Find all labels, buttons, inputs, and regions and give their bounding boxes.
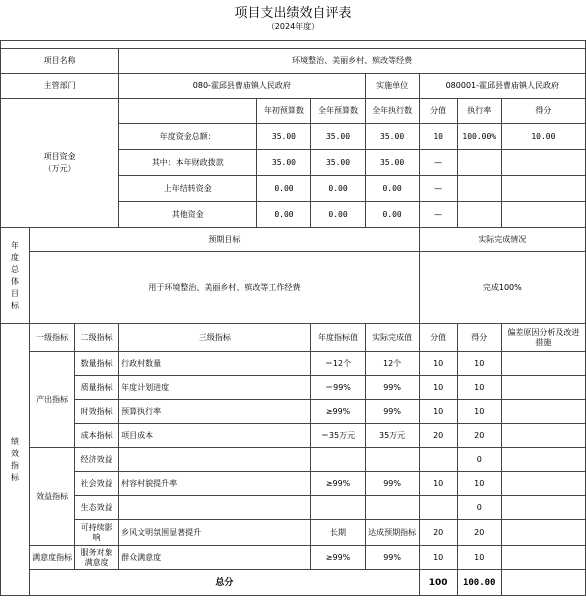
funds-cell: 35.00 <box>365 124 419 150</box>
funds-cell <box>457 202 501 228</box>
funds-header: 全年执行数 <box>365 99 419 124</box>
score-cell: 10 <box>457 546 501 570</box>
funds-row-name: 其他资金 <box>119 202 257 228</box>
perf-header: 得分 <box>457 324 501 352</box>
level3-cell <box>119 496 311 520</box>
funds-cell: 35.00 <box>311 150 365 176</box>
funds-cell: 35.00 <box>257 150 311 176</box>
perf-header: 年度指标值 <box>311 324 365 352</box>
total-max: 100 <box>419 570 457 596</box>
project-name-value: 环境整治、美丽乡村、殡改等经费 <box>119 49 586 74</box>
score-max-cell: 10 <box>419 400 457 424</box>
funds-row-name: 其中：本年财政拨款 <box>119 150 257 176</box>
perf-header: 一级指标 <box>30 324 75 352</box>
funds-header: 执行率 <box>457 99 501 124</box>
goals-actual: 完成100% <box>419 252 585 324</box>
target-cell: ≥99% <box>311 400 365 424</box>
level2-cell: 数量指标 <box>75 352 119 376</box>
target-cell <box>311 496 365 520</box>
evaluation-table <box>0 40 586 596</box>
level1-satisfaction: 满意度指标 <box>30 546 75 570</box>
level3-cell <box>119 448 311 472</box>
funds-cell: — <box>419 202 457 228</box>
level3-cell: 预算执行率 <box>119 400 311 424</box>
score-cell: 0 <box>457 448 501 472</box>
target-cell: ＝12个 <box>311 352 365 376</box>
deviation-cell <box>501 546 585 570</box>
funds-cell: 0.00 <box>257 202 311 228</box>
funds-blank-header <box>119 99 257 124</box>
level3-cell: 行政村数量 <box>119 352 311 376</box>
total-label: 总分 <box>30 570 420 596</box>
funds-cell <box>501 202 585 228</box>
deviation-cell <box>501 424 585 448</box>
level1-benefit: 效益指标 <box>30 448 75 546</box>
deviation-cell <box>501 376 585 400</box>
actual-cell: 99% <box>365 472 419 496</box>
funds-header: 得分 <box>501 99 585 124</box>
goals-actual-header: 实际完成情况 <box>419 228 585 252</box>
score-cell: 10 <box>457 376 501 400</box>
level2-cell: 时效指标 <box>75 400 119 424</box>
funds-cell <box>501 176 585 202</box>
funds-cell: 10 <box>419 124 457 150</box>
page-title: 项目支出绩效自评表 <box>234 6 352 21</box>
target-cell: ≥99% <box>311 472 365 496</box>
dept-value: 080-霍邱县曹庙镇人民政府 <box>119 74 365 99</box>
score-max-cell: 10 <box>419 472 457 496</box>
funds-cell: 35.00 <box>311 124 365 150</box>
level2-cell: 服务对象满意度 <box>75 546 119 570</box>
score-max-cell: 20 <box>419 424 457 448</box>
score-max-cell: 10 <box>419 376 457 400</box>
target-cell: ＝99% <box>311 376 365 400</box>
funds-cell: 35.00 <box>365 150 419 176</box>
level1-output: 产出指标 <box>30 352 75 448</box>
year-label: （2024年度） <box>266 22 320 31</box>
level3-cell: 群众满意度 <box>119 546 311 570</box>
score-cell: 20 <box>457 520 501 546</box>
deviation-cell <box>501 472 585 496</box>
deviation-cell <box>501 400 585 424</box>
level3-cell: 项目成本 <box>119 424 311 448</box>
goals-expected-header: 预期目标 <box>30 228 420 252</box>
score-max-cell <box>419 496 457 520</box>
target-cell <box>311 448 365 472</box>
funds-label: 项目资金 （万元） <box>1 99 119 228</box>
funds-header: 年初预算数 <box>257 99 311 124</box>
deviation-cell <box>501 520 585 546</box>
funds-row-name: 年度资金总额： <box>119 124 257 150</box>
target-cell: 长期 <box>311 520 365 546</box>
funds-row-name: 上年结转资金 <box>119 176 257 202</box>
dept-label: 主管部门 <box>1 74 119 99</box>
deviation-cell <box>501 448 585 472</box>
funds-header: 全年预算数 <box>311 99 365 124</box>
level3-cell: 乡风文明氛围显著提升 <box>119 520 311 546</box>
perf-header: 实际完成值 <box>365 324 419 352</box>
actual-cell: 99% <box>365 400 419 424</box>
score-max-cell: 10 <box>419 546 457 570</box>
level2-cell: 社会效益 <box>75 472 119 496</box>
deviation-cell <box>501 352 585 376</box>
level2-cell: 生态效益 <box>75 496 119 520</box>
funds-cell: 0.00 <box>365 202 419 228</box>
target-cell: ≥99% <box>311 546 365 570</box>
actual-cell: 99% <box>365 546 419 570</box>
actual-cell: 12个 <box>365 352 419 376</box>
level3-cell: 村容村貌提升率 <box>119 472 311 496</box>
perf-header: 偏差原因分析及改进措施 <box>501 324 585 352</box>
funds-cell: 0.00 <box>311 176 365 202</box>
funds-cell <box>501 150 585 176</box>
score-max-cell <box>419 448 457 472</box>
goals-expected: 用于环境整治、美丽乡村、殡改等工作经费 <box>30 252 420 324</box>
score-cell: 10 <box>457 400 501 424</box>
score-max-cell: 20 <box>419 520 457 546</box>
perf-header: 分值 <box>419 324 457 352</box>
unit-label: 实施单位 <box>365 74 419 99</box>
score-cell: 0 <box>457 496 501 520</box>
funds-cell <box>457 176 501 202</box>
funds-header: 分值 <box>419 99 457 124</box>
actual-cell <box>365 496 419 520</box>
funds-cell: 0.00 <box>311 202 365 228</box>
funds-cell: 0.00 <box>365 176 419 202</box>
level2-cell: 经济效益 <box>75 448 119 472</box>
perf-label: 绩 效 指 标 <box>1 324 30 596</box>
goals-label: 年 度 总 体 目 标 <box>1 228 30 324</box>
actual-cell: 达成预期指标 <box>365 520 419 546</box>
actual-cell <box>365 448 419 472</box>
perf-header: 三级指标 <box>119 324 311 352</box>
level2-cell: 质量指标 <box>75 376 119 400</box>
actual-cell: 99% <box>365 376 419 400</box>
funds-cell: — <box>419 150 457 176</box>
funds-cell: 0.00 <box>257 176 311 202</box>
funds-cell: 35.00 <box>257 124 311 150</box>
spacer-row <box>1 41 586 49</box>
actual-cell: 35万元 <box>365 424 419 448</box>
unit-value: 080001-霍邱县曹庙镇人民政府 <box>419 74 585 99</box>
level2-cell: 成本指标 <box>75 424 119 448</box>
total-score: 100.00 <box>457 570 501 596</box>
perf-header: 二级指标 <box>75 324 119 352</box>
deviation-cell <box>501 496 585 520</box>
level3-cell: 年度计划进度 <box>119 376 311 400</box>
funds-cell: 100.00% <box>457 124 501 150</box>
funds-cell: 10.00 <box>501 124 585 150</box>
target-cell: ＝35万元 <box>311 424 365 448</box>
score-max-cell: 10 <box>419 352 457 376</box>
score-cell: 20 <box>457 424 501 448</box>
funds-cell <box>457 150 501 176</box>
total-deviation <box>501 570 585 596</box>
funds-cell: — <box>419 176 457 202</box>
score-cell: 10 <box>457 352 501 376</box>
project-name-label: 项目名称 <box>1 49 119 74</box>
level2-cell: 可持续影响 <box>75 520 119 546</box>
score-cell: 10 <box>457 472 501 496</box>
